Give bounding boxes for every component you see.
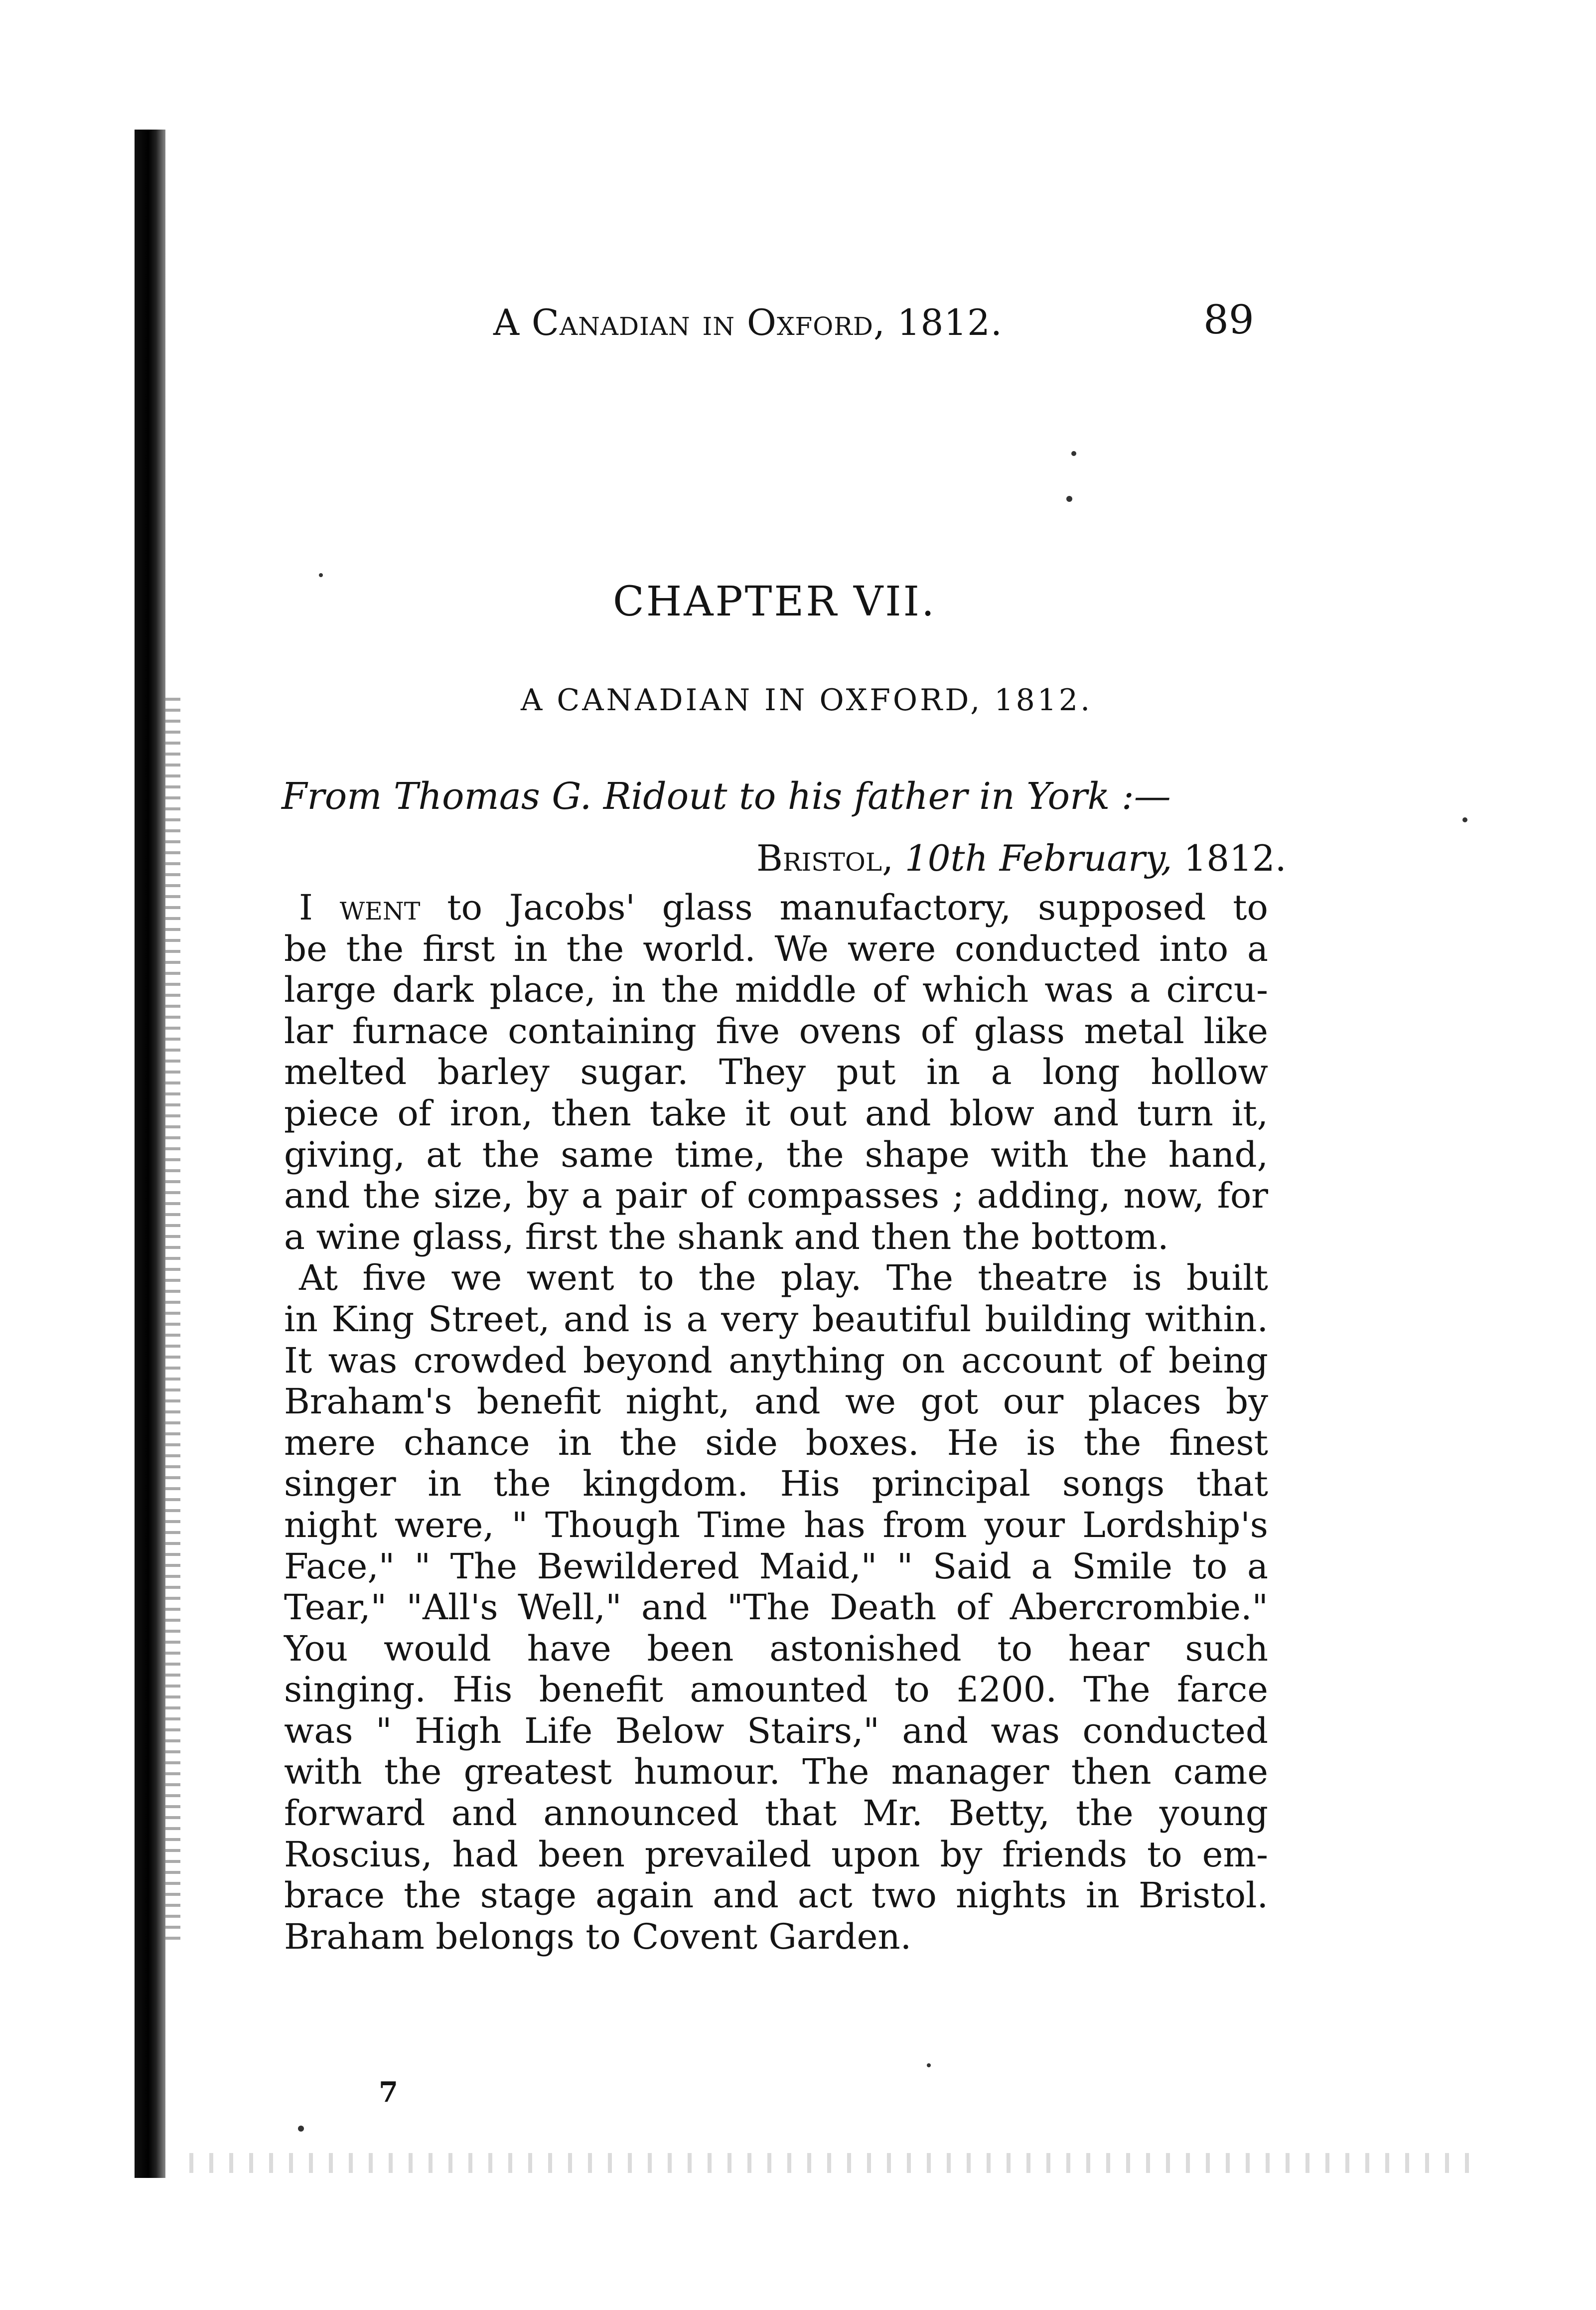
scan-speck [298, 2126, 304, 2132]
book-spine-shadow [135, 130, 165, 2178]
scan-speck [1071, 451, 1076, 456]
letter-date: 10th February, [904, 837, 1172, 879]
bottom-scan-noise [189, 2153, 1485, 2173]
text-line: was " High Life Below Stairs," and was conducted [284, 1710, 1268, 1751]
text-line: mere chance in the side boxes. He is the finest [284, 1422, 1268, 1463]
scan-speck [927, 2063, 931, 2067]
letter-year: 1812. [1183, 837, 1287, 879]
text-line: singer in the kingdom. His principal songs that [284, 1463, 1268, 1505]
text-line: giving, at the same time, the shape with the hand, [284, 1134, 1268, 1175]
letter-intro: From Thomas G. Ridout to his father in York :— [282, 775, 1171, 818]
text-line: with the greatest humour. The manager then came [284, 1751, 1268, 1793]
signature-mark: 7 [379, 2076, 398, 2109]
text-line: You would have been astonished to hear such [284, 1628, 1268, 1669]
text-line: Tear," "All's Well," and "The Death of Abercrombie." [284, 1587, 1268, 1628]
text-line: piece of iron, then take it out and blow and turn it, [284, 1092, 1268, 1134]
text-line: Roscius, had been prevailed upon by friends to em- [284, 1834, 1268, 1875]
text-line: brace the stage again and act two nights in Bristol. [284, 1875, 1268, 1916]
text-line: I went to Jacobs' glass manufactory, supposed to [299, 887, 1268, 928]
body-text [284, 887, 1268, 1957]
text-line: large dark place, in the middle of which was a circu- [284, 969, 1268, 1011]
text-line: melted barley sugar. They put in a long hollow [284, 1052, 1268, 1093]
text-line: singing. His benefit amounted to £200. The farce [284, 1669, 1268, 1710]
spine-scan-noise [165, 698, 180, 1944]
scan-speck [1462, 817, 1467, 822]
text-line: Braham belongs to Covent Garden. [284, 1916, 912, 1957]
text-line: a wine glass, first the shank and then the bottom. [284, 1216, 1169, 1257]
running-head: A Canadian in Oxford, 1812. [493, 302, 1003, 343]
text-line: At five we went to the play. The theatre is built [299, 1257, 1268, 1299]
lead-word: I went [299, 887, 421, 928]
chapter-subtitle: A CANADIAN IN OXFORD, 1812. [521, 683, 1093, 718]
scan-speck [1066, 496, 1072, 502]
text-line: lar furnace containing five ovens of glass metal like [284, 1010, 1268, 1052]
text-line: Face," " The Bewildered Maid," " Said a Smile to a [284, 1545, 1268, 1587]
letter-dateline [756, 837, 1287, 879]
text-line: be the first in the world. We were conducted into a [284, 928, 1268, 969]
chapter-title: CHAPTER VII. [613, 578, 937, 625]
text-line: night were, " Though Time has from your Lordship's [284, 1504, 1268, 1545]
page-number: 89 [1203, 297, 1254, 343]
text-line: forward and announced that Mr. Betty, the young [284, 1793, 1268, 1834]
letter-place: Bristol, [756, 837, 893, 879]
text-line: and the size, by a pair of compasses ; adding, now, for [284, 1175, 1268, 1217]
text-line: It was crowded beyond anything on account of being [284, 1340, 1268, 1381]
scan-speck [319, 573, 323, 577]
text-line: Braham's benefit night, and we got our places by [284, 1381, 1268, 1422]
text-line: in King Street, and is a very beautiful building within. [284, 1298, 1268, 1340]
